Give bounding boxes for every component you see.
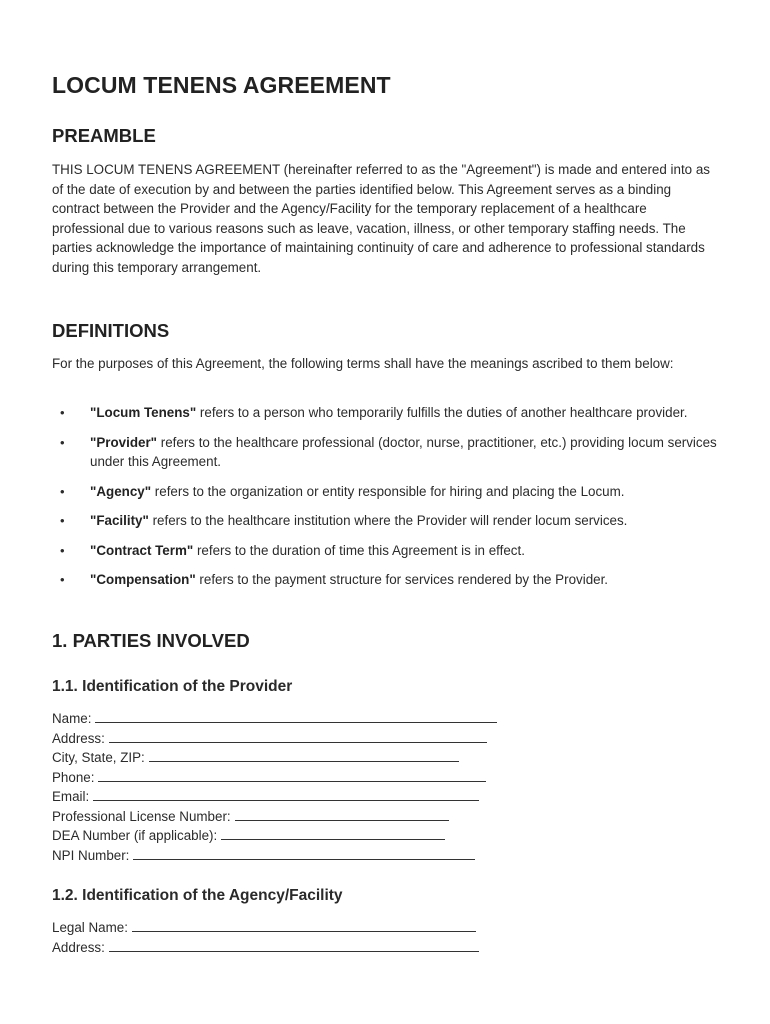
field-label: NPI Number: bbox=[52, 847, 130, 863]
definition-text: refers to the duration of time this Agreement is in effect. bbox=[193, 542, 525, 558]
definition-text: refers to the healthcare institution where the Provider will render locum services. bbox=[148, 513, 628, 528]
definition-item bbox=[52, 433, 720, 472]
definition-term: "Contract Term" bbox=[90, 542, 194, 558]
field-label: Name: bbox=[52, 711, 92, 726]
definitions-heading: DEFINITIONS bbox=[52, 320, 170, 341]
field-blank-line[interactable] bbox=[93, 788, 479, 801]
field-label: DEA Number (if applicable): bbox=[52, 828, 218, 843]
field-blank-line[interactable] bbox=[98, 769, 486, 782]
definition-item bbox=[52, 570, 720, 590]
field-label: City, State, ZIP: bbox=[52, 750, 145, 765]
definition-term: "Locum Tenens" bbox=[90, 405, 197, 420]
field-label: Professional License Number: bbox=[52, 808, 231, 824]
field-label: Phone: bbox=[52, 769, 95, 785]
provider-fields bbox=[52, 709, 720, 865]
provider-npi-field[interactable] bbox=[52, 846, 720, 866]
field-blank-line[interactable] bbox=[109, 939, 479, 952]
bullet-icon: • bbox=[60, 542, 65, 558]
definition-text: refers to the healthcare professional (doctor, nurse, practitioner, etc.) providing locum services under this Agreement. bbox=[90, 434, 717, 469]
bullet-icon: • bbox=[60, 483, 65, 499]
field-blank-line[interactable] bbox=[221, 827, 445, 840]
field-blank-line[interactable] bbox=[95, 710, 497, 723]
provider-name-field[interactable] bbox=[52, 709, 720, 729]
provider-dea-field[interactable] bbox=[52, 826, 720, 846]
definition-term: "Compensation" bbox=[90, 572, 196, 587]
field-blank-line[interactable] bbox=[132, 919, 476, 932]
definitions-list bbox=[52, 403, 720, 590]
field-label: Email: bbox=[52, 789, 90, 804]
agency-heading: 1.2. Identification of the Agency/Facility bbox=[52, 887, 343, 904]
definition-text: refers to the organization or entity responsible for hiring and placing the Locum. bbox=[151, 483, 625, 499]
definition-item bbox=[52, 511, 720, 531]
document-title: LOCUM TENENS AGREEMENT bbox=[52, 72, 391, 98]
preamble-heading: PREAMBLE bbox=[52, 125, 156, 146]
provider-license-field[interactable] bbox=[52, 807, 720, 827]
field-blank-line[interactable] bbox=[133, 847, 475, 860]
definition-item bbox=[52, 403, 720, 423]
parties-heading: 1. PARTIES INVOLVED bbox=[52, 630, 250, 651]
field-label: Address: bbox=[52, 730, 105, 746]
preamble-text: THIS LOCUM TENENS AGREEMENT (hereinafter referred to as the "Agreement") is made and entered into as of the date of execution by and between the parties identified below. This Agreement serves as a binding contract between the Provider and the Agency/Facility for the temporary replacement of a healthcare professional due to various reasons such as leave, vacation, illness, or other temporary staffing needs. The parties acknowledge the importance of maintaining continuity of care and adherence to professional standards during this temporary arrangement. bbox=[52, 162, 710, 275]
field-blank-line[interactable] bbox=[235, 808, 449, 821]
field-blank-line[interactable] bbox=[149, 749, 459, 762]
field-blank-line[interactable] bbox=[109, 730, 487, 743]
definition-term: "Provider" bbox=[90, 434, 158, 450]
provider-address-field[interactable] bbox=[52, 729, 720, 749]
definition-item bbox=[52, 482, 720, 502]
provider-phone-field[interactable] bbox=[52, 768, 720, 788]
agency-address-field[interactable] bbox=[52, 938, 720, 958]
agency-legal-name-field[interactable] bbox=[52, 918, 720, 938]
definition-text: refers to a person who temporarily fulfills the duties of another healthcare provider. bbox=[196, 405, 688, 420]
definition-item bbox=[52, 541, 720, 561]
bullet-icon: • bbox=[60, 405, 65, 420]
provider-heading: 1.1. Identification of the Provider bbox=[52, 678, 293, 695]
definition-term: "Agency" bbox=[90, 483, 152, 499]
definitions-intro: For the purposes of this Agreement, the following terms shall have the meanings ascribed to them below: bbox=[52, 356, 674, 371]
agency-fields bbox=[52, 918, 720, 957]
bullet-icon: • bbox=[60, 434, 65, 450]
provider-email-field[interactable] bbox=[52, 787, 720, 807]
provider-city-state-zip-field[interactable] bbox=[52, 748, 720, 768]
definition-term: "Facility" bbox=[90, 513, 149, 528]
field-label: Address: bbox=[52, 939, 105, 955]
field-label: Legal Name: bbox=[52, 920, 128, 935]
bullet-icon: • bbox=[60, 513, 65, 528]
definition-text: refers to the payment structure for services rendered by the Provider. bbox=[195, 572, 609, 587]
bullet-icon: • bbox=[60, 572, 65, 587]
